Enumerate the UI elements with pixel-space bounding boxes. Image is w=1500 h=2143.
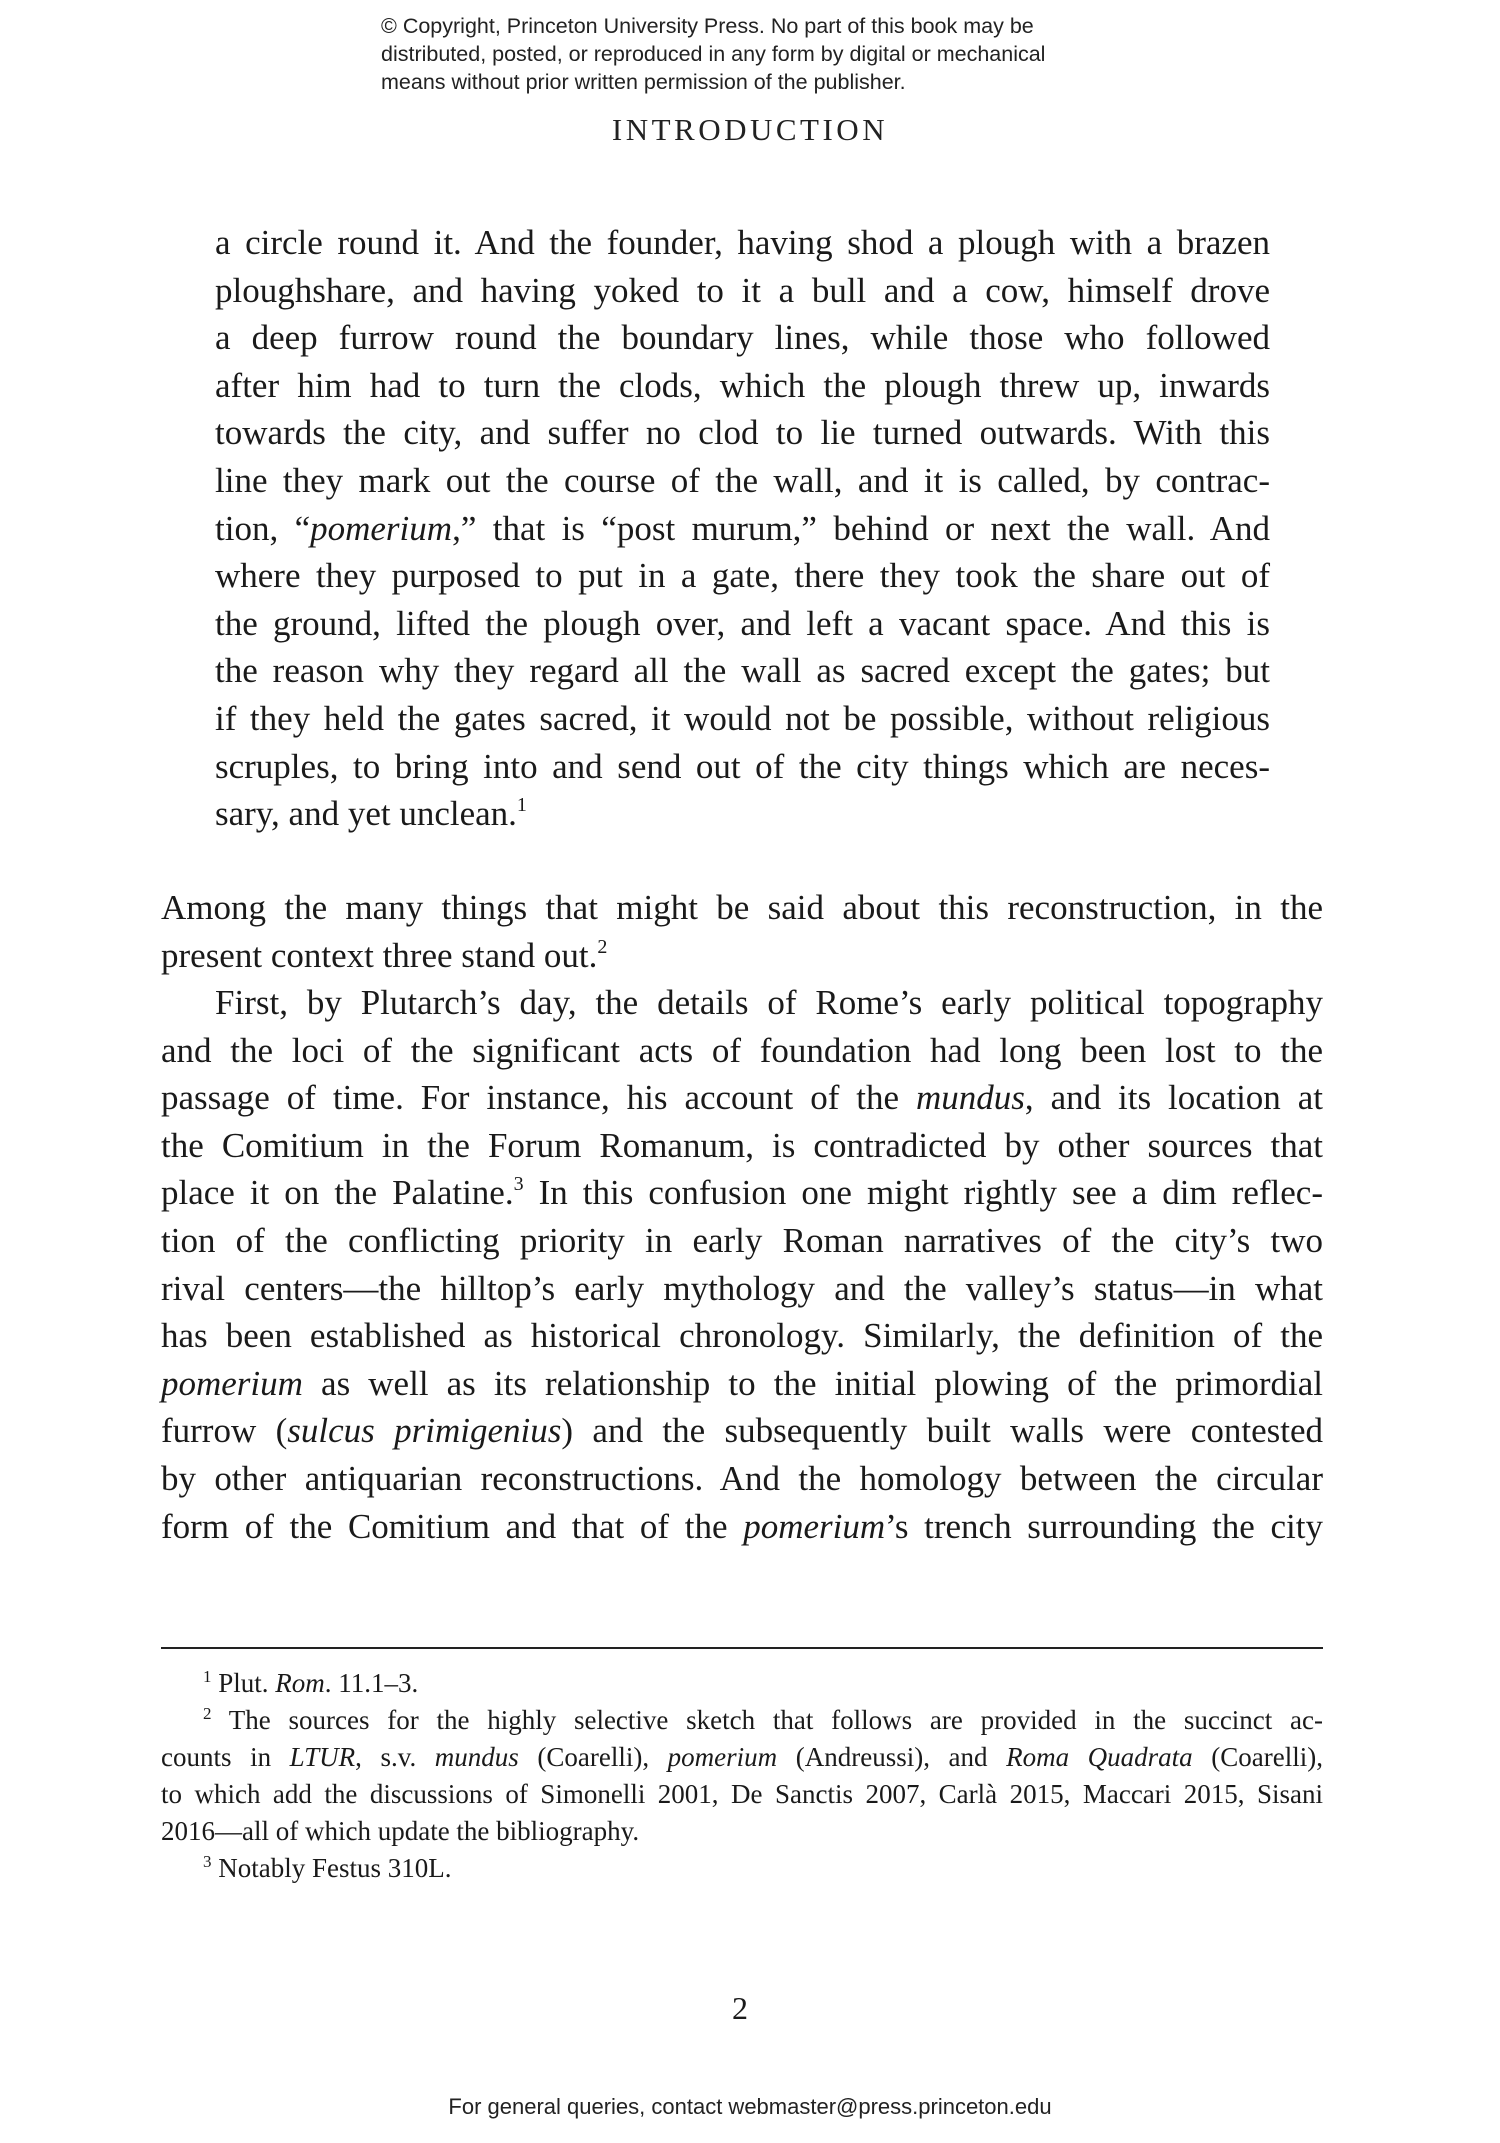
paragraph (161, 979, 1323, 1550)
footnote-number: 2 (203, 1704, 212, 1723)
paragraph-line (161, 1407, 1323, 1455)
footnote-italic: pomerium (667, 1742, 778, 1772)
footnote-ref[interactable]: 2 (597, 935, 608, 958)
footnote-text: counts in (161, 1742, 290, 1772)
paragraph-text: place it on the Palatine. (161, 1173, 514, 1213)
footnote-ref[interactable]: 3 (513, 1173, 524, 1196)
quote-line: scruples, to bring into and send out of the city things which are neces- (215, 746, 1270, 786)
footnote-text: (Coarelli), (518, 1742, 668, 1772)
paragraph-text: In this confusion one might rightly see a dim reflec- (523, 1173, 1323, 1213)
footnote-line: to which add the discussions of Simonelli 2001, De Sanctis 2007, Carlà 2015, Maccari 2015, Sisani (161, 1779, 1323, 1809)
footnote-text: Notably Festus 310L. (211, 1853, 452, 1883)
quote-line: a deep furrow round the boundary lines, while those who followed (215, 318, 1270, 358)
paragraph-line: by other antiquarian reconstructions. And the homology between the circular (161, 1458, 1323, 1498)
footnote-ref[interactable]: 1 (516, 794, 527, 817)
paragraph-text: present context three stand out. (161, 935, 598, 975)
quote-italic-term: pomerium (310, 508, 453, 548)
footnote-text: Plut. (211, 1668, 276, 1698)
paragraph-text: , and its location at (1024, 1078, 1323, 1118)
footnote-line: 2016—all of which update the bibliography. (161, 1816, 640, 1846)
italic-term: mundus (916, 1078, 1025, 1118)
block-quote (215, 219, 1270, 838)
footnote-text: . 11.1–3. (324, 1668, 419, 1698)
footnote-italic: Roma Quadrata (1006, 1742, 1193, 1772)
paragraph-line (161, 1074, 1323, 1122)
paragraph-line (161, 1169, 1323, 1217)
footnote-line (161, 1739, 1323, 1776)
paragraph-text: furrow ( (161, 1411, 288, 1451)
italic-term: sulcus primigenius (287, 1411, 562, 1451)
quote-line: where they purposed to put in a gate, there they took the share out of (215, 556, 1270, 596)
page-number: 2 (732, 1990, 748, 2026)
footnote-text: The sources for the highly selective sketch that follows are provided in the succinct ac- (211, 1705, 1323, 1735)
paragraph-line: and the loci of the significant acts of foundation had long been lost to the (161, 1030, 1323, 1070)
quote-line: ploughshare, and having yoked to it a bull and a cow, himself drove (215, 270, 1270, 310)
footnote-italic: LTUR (289, 1742, 356, 1772)
paragraph-line: tion of the conflicting priority in early Roman narratives of the city’s two (161, 1220, 1323, 1260)
paragraph-text: as well as its relationship to the initial plowing of the primordial (302, 1363, 1323, 1403)
quote-line (215, 505, 1270, 553)
footnote (161, 1665, 1323, 1702)
paragraph-text: form of the Comitium and that of the (161, 1506, 744, 1546)
paragraph-text: passage of time. For instance, his account of the (161, 1078, 916, 1118)
paragraph-line: the Comitium in the Forum Romanum, is contradicted by other sources that (161, 1125, 1323, 1165)
quote-text: ,” that is “post murum,” behind or next the wall. And (452, 508, 1271, 548)
footnote-number: 1 (203, 1667, 212, 1686)
quote-line: after him had to turn the clods, which the plough threw up, inwards (215, 365, 1270, 405)
copyright-notice (381, 12, 1181, 96)
quote-text: tion, “ (215, 508, 311, 548)
footnote-italic: Rom (275, 1668, 325, 1698)
paragraph (161, 884, 1323, 979)
paragraph-line: has been established as historical chronology. Similarly, the definition of the (161, 1316, 1323, 1356)
footnote-italic: mundus (434, 1742, 519, 1772)
quote-line: a circle round it. And the founder, having shod a plough with a brazen (215, 223, 1270, 262)
paragraph-line (161, 1360, 1323, 1408)
quote-text: sary, and yet unclean. (215, 794, 517, 834)
footnote (161, 1702, 1323, 1739)
quote-line (215, 790, 1270, 838)
paragraph-line (161, 932, 1323, 980)
quote-line: if they held the gates sacred, it would not be possible, without religious (215, 698, 1270, 738)
footnote-text: , s.v. (355, 1742, 435, 1772)
footnote-text: (Andreussi), and (777, 1742, 1007, 1772)
quote-line: towards the city, and suffer no clod to lie turned outwards. With this (215, 413, 1270, 453)
paragraph-text: ’s trench surrounding the city (885, 1506, 1323, 1546)
italic-term: pomerium (161, 1363, 303, 1403)
footnote (161, 1850, 1323, 1887)
footnote-text: (Coarelli), (1192, 1742, 1323, 1772)
footnotes (161, 1665, 1323, 1887)
copyright-line: means without prior written permission of the publisher. (381, 70, 906, 94)
paragraph-line: First, by Plutarch’s day, the details of Rome’s early political topography (215, 983, 1323, 1022)
paragraph-line: rival centers—the hilltop’s early mythology and the valley’s status—in what (161, 1268, 1323, 1308)
paragraph-line (161, 1503, 1323, 1551)
italic-term: pomerium (743, 1506, 886, 1546)
footnote-number: 3 (203, 1852, 212, 1871)
quote-line: the ground, lifted the plough over, and left a vacant space. And this is (215, 603, 1270, 643)
paragraph-line: Among the many things that might be said about this reconstruction, in the (161, 888, 1323, 927)
footer-contact: For general queries, contact webmaster@press.princeton.edu (448, 2094, 1052, 2119)
quote-line: line they mark out the course of the wall, and it is called, by contrac- (215, 460, 1270, 500)
footnote-divider (161, 1647, 1323, 1649)
paragraph-text: ) and the subsequently built walls were contested (561, 1411, 1323, 1451)
copyright-line: © Copyright, Princeton University Press. No part of this book may be (381, 14, 1034, 38)
copyright-line: distributed, posted, or reproduced in any form by digital or mechanical (381, 42, 1046, 66)
running-head: INTRODUCTION (611, 112, 889, 147)
quote-line: the reason why they regard all the wall as sacred except the gates; but (215, 651, 1270, 691)
